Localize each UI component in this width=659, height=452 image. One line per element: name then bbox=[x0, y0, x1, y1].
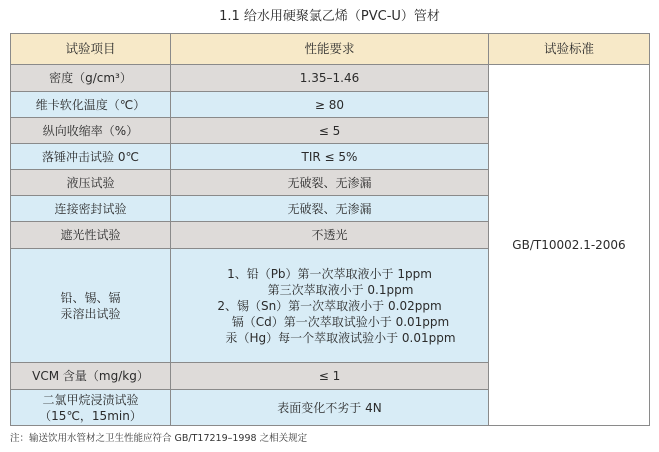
row-requirement: ≥ 80 bbox=[171, 92, 489, 118]
row-item: 液压试验 bbox=[11, 170, 171, 196]
requirement-line: 第三次萃取液小于 0.1ppm bbox=[267, 282, 414, 297]
row-requirement: ≤ 5 bbox=[171, 118, 489, 144]
row-item: 密度（g/cm³） bbox=[11, 65, 171, 92]
row-requirement: 不透光 bbox=[171, 222, 489, 249]
row-item-line2: 汞溶出试验 bbox=[60, 306, 121, 321]
row-item: 遮光性试验 bbox=[11, 222, 171, 249]
row-item bbox=[11, 249, 171, 363]
row-item-line1: 二氯甲烷浸渍试验 bbox=[42, 392, 139, 407]
row-item: VCM 含量（mg/kg） bbox=[11, 363, 171, 390]
requirement-line: 2、锡（Sn）第一次萃取液小于 0.02ppm bbox=[217, 298, 442, 313]
spec-table bbox=[10, 33, 650, 426]
table-row bbox=[11, 65, 650, 92]
row-requirement: ≤ 1 bbox=[171, 363, 489, 390]
row-requirement-multiline bbox=[171, 249, 489, 363]
row-item: 维卡软化温度（℃） bbox=[11, 92, 171, 118]
requirement-line: 镉（Cd）第一次萃取试验小于 0.01ppm bbox=[231, 314, 450, 329]
standard-cell: GB/T10002.1-2006 bbox=[489, 65, 650, 426]
row-item: 落锤冲击试验 0℃ bbox=[11, 144, 171, 170]
row-requirement: 1.35–1.46 bbox=[171, 65, 489, 92]
row-requirement: 无破裂、无渗漏 bbox=[171, 196, 489, 222]
header-item: 试验项目 bbox=[11, 34, 171, 65]
requirement-line: 汞（Hg）每一个萃取液试验小于 0.01ppm bbox=[225, 330, 456, 345]
row-item-line2: （15℃，15min） bbox=[39, 408, 142, 423]
footnote: 注：输送饮用水管材之卫生性能应符合 GB/T17219–1998 之相关规定 bbox=[10, 433, 308, 444]
row-item: 连接密封试验 bbox=[11, 196, 171, 222]
header-requirement: 性能要求 bbox=[171, 34, 489, 65]
table-header-row bbox=[11, 34, 650, 65]
row-requirement: 表面变化不劣于 4N bbox=[171, 390, 489, 426]
requirement-line: 1、铅（Pb）第一次萃取液小于 1ppm bbox=[227, 266, 432, 281]
table-caption: 1.1 给水用硬聚氯乙烯（PVC-U）管材 bbox=[219, 9, 440, 24]
row-item-line1: 铅、锡、镉 bbox=[60, 290, 121, 305]
row-item bbox=[11, 390, 171, 426]
row-requirement: TIR ≤ 5% bbox=[171, 144, 489, 170]
row-requirement: 无破裂、无渗漏 bbox=[171, 170, 489, 196]
row-item: 纵向收缩率（%） bbox=[11, 118, 171, 144]
header-standard: 试验标准 bbox=[489, 34, 650, 65]
